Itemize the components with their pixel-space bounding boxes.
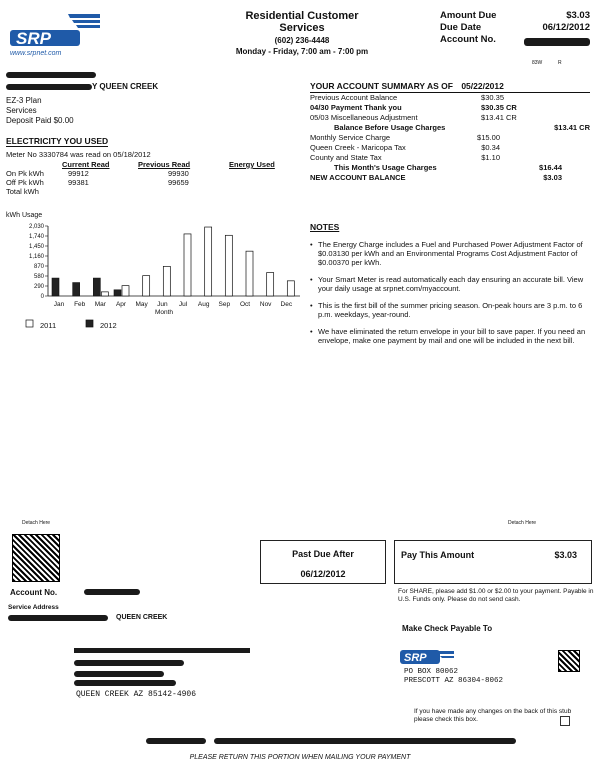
return-portion-notice: PLEASE RETURN THIS PORTION WHEN MAILING YOUR PAYMENT bbox=[189, 754, 411, 761]
srp-stub-logo bbox=[400, 648, 454, 666]
payable-to-label: Make Check Payable To bbox=[402, 624, 493, 633]
new-account-balance: NEW ACCOUNT BALANCE $3.03 bbox=[310, 173, 562, 182]
x-tick-label: Jan bbox=[53, 301, 65, 308]
notes-title: NOTES bbox=[310, 222, 340, 232]
redacted-service-address bbox=[8, 615, 108, 621]
note-item: • The Energy Charge includes a Fuel and Purchased Power Adjustment Factor of $0.03130 per kWh and an Environmental Programs Cost Adjustment Factor of $0.00370 per kWh. bbox=[318, 240, 595, 267]
y-tick-label: 0 bbox=[40, 294, 44, 300]
legend-label-2012: 2012 bbox=[100, 321, 117, 330]
sun-rays-icon bbox=[68, 14, 100, 28]
y-tick-label: 1,740 bbox=[28, 234, 44, 240]
service-city: QUEEN CREEK bbox=[116, 614, 168, 621]
logo-text: SRP bbox=[16, 29, 51, 48]
due-date-label: Due Date bbox=[440, 22, 482, 33]
current-read: 99912 bbox=[68, 169, 89, 178]
bar-2012 bbox=[93, 278, 100, 296]
table-row bbox=[6, 187, 295, 196]
redacted-scanline-1 bbox=[146, 738, 206, 744]
y-tick-label: 870 bbox=[33, 264, 44, 270]
website-url[interactable]: www.srpnet.com bbox=[10, 50, 62, 57]
legend-label-2011: 2011 bbox=[40, 321, 57, 330]
balance-before-usage: Balance Before Usage Charges $13.41 CR bbox=[334, 123, 590, 132]
detach-here-left: Detach Here bbox=[22, 520, 51, 526]
srp-city: PRESCOTT AZ 86304-8062 bbox=[404, 677, 504, 685]
stub-barcode-right bbox=[558, 650, 580, 672]
pay-amount-box bbox=[394, 540, 592, 584]
bar-2011 bbox=[205, 227, 212, 296]
meter-reading-table bbox=[6, 150, 295, 196]
bar-2011 bbox=[143, 276, 150, 296]
bar-2012 bbox=[52, 278, 59, 296]
x-tick-label: Mar bbox=[94, 301, 106, 308]
usage-section-title: ELECTRICITY YOU USED bbox=[6, 136, 109, 146]
table-row bbox=[6, 169, 295, 178]
x-tick-label: May bbox=[135, 301, 148, 308]
changes-checkbox[interactable] bbox=[560, 716, 570, 726]
stub-account-label: Account No. bbox=[10, 588, 58, 597]
changes-notice: If you have made any changes on the back of this stub please check this box. bbox=[414, 708, 572, 723]
stub-barcode-left bbox=[12, 534, 60, 582]
x-tick-label: Apr bbox=[115, 301, 127, 308]
summary-row: 04/30 Payment Thank you $30.35 CR bbox=[310, 103, 517, 112]
charge-row: Monthly Service Charge $15.00 bbox=[310, 133, 500, 142]
chart-title: kWh Usage bbox=[6, 212, 43, 219]
col-previous-read: Previous Read bbox=[138, 160, 191, 169]
table-row bbox=[6, 178, 295, 187]
legend-swatch-2012 bbox=[86, 320, 93, 327]
bar-2011 bbox=[122, 286, 129, 296]
meter-line: Meter No 3330784 was read on 05/18/2012 bbox=[6, 150, 151, 159]
y-tick-label: 580 bbox=[33, 274, 44, 280]
redacted-mail-street1 bbox=[74, 671, 164, 677]
detach-here-right: Detach Here bbox=[508, 520, 537, 526]
row-label: Total kWh bbox=[6, 187, 39, 196]
x-tick-label: Sep bbox=[218, 301, 231, 308]
redacted-street bbox=[6, 84, 92, 90]
due-date-value: 06/12/2012 bbox=[542, 22, 590, 33]
note-item: • We have eliminated the return envelope in your bill to save paper. If you need an envelope, make one payment by mail and one will be included in the next bill. bbox=[318, 327, 595, 345]
past-due-label: Past Due After bbox=[292, 549, 354, 559]
x-tick-label: Nov bbox=[259, 301, 272, 308]
redacted-mail-barcode bbox=[74, 648, 250, 653]
col-energy-used: Energy Used bbox=[229, 160, 275, 169]
month-usage-charges: This Month's Usage Charges $16.44 bbox=[334, 163, 562, 172]
row-label: On Pk kWh bbox=[6, 169, 44, 178]
summary-row: 05/03 Miscellaneous Adjustment $13.41 CR bbox=[310, 113, 517, 122]
x-tick-label: Jul bbox=[178, 301, 188, 308]
summary-row: Previous Account Balance $30.35 bbox=[310, 93, 504, 102]
previous-read: 99930 bbox=[168, 169, 189, 178]
bar-2012 bbox=[114, 290, 121, 296]
charge-row: Queen Creek - Maricopa Tax $0.34 bbox=[310, 143, 500, 152]
rate-plan: EZ-3 Plan bbox=[6, 96, 42, 105]
service-address-label: Service Address bbox=[8, 604, 59, 611]
redacted-stub-account bbox=[84, 589, 140, 595]
x-tick-label: Oct bbox=[239, 301, 251, 308]
customer-service-info bbox=[222, 10, 382, 56]
redacted-scanline-2 bbox=[214, 738, 516, 744]
past-due-box bbox=[260, 540, 386, 584]
bar-2012 bbox=[73, 283, 80, 296]
services-label: Services bbox=[6, 106, 37, 115]
bar-2011 bbox=[163, 266, 170, 296]
summary-date: 05/22/2012 bbox=[461, 81, 504, 91]
summary-title: YOUR ACCOUNT SUMMARY AS OF bbox=[310, 81, 453, 91]
redacted-mail-name bbox=[74, 660, 184, 666]
x-tick-label: Dec bbox=[280, 301, 293, 308]
amount-due-label: Amount Due bbox=[440, 10, 497, 21]
bar-2011 bbox=[101, 292, 108, 296]
bar-2011 bbox=[246, 251, 253, 296]
deposit-paid: Deposit Paid $0.00 bbox=[6, 116, 74, 125]
legend-swatch-2011 bbox=[26, 320, 33, 327]
redacted-account-number bbox=[524, 38, 590, 46]
srp-logo bbox=[8, 10, 100, 48]
bar-2011 bbox=[184, 234, 191, 296]
x-tick-label: Feb bbox=[74, 301, 86, 308]
service-hours: Monday - Friday, 7:00 am - 7:00 pm bbox=[235, 47, 369, 56]
row-label: Off Pk kWh bbox=[6, 178, 44, 187]
code-r: R bbox=[558, 60, 562, 66]
energy-used bbox=[229, 178, 295, 187]
stub-logo-text: SRP bbox=[404, 652, 427, 664]
energy-used bbox=[229, 169, 295, 178]
x-axis-label: Month bbox=[154, 309, 174, 316]
x-tick-label: Aug bbox=[197, 301, 210, 308]
bar-2011 bbox=[287, 281, 294, 296]
amount-due-value: $3.03 bbox=[566, 10, 590, 21]
y-tick-label: 1,160 bbox=[28, 254, 44, 260]
past-due-date: 06/12/2012 bbox=[300, 569, 346, 579]
y-tick-label: 290 bbox=[33, 284, 44, 290]
customer-city: Y QUEEN CREEK bbox=[92, 82, 159, 91]
previous-read: 99659 bbox=[168, 178, 189, 187]
pay-amount-value: $3.03 bbox=[554, 550, 577, 560]
account-no-label: Account No. bbox=[440, 34, 496, 45]
srp-po-box: PO BOX 80062 bbox=[404, 668, 459, 676]
current-read: 99381 bbox=[68, 178, 89, 187]
pay-amount-label: Pay This Amount bbox=[401, 550, 475, 560]
note-item: • Your Smart Meter is read automatically each day ensuring an accurate bill. View your daily usage at srpnet.com/myaccount. bbox=[318, 275, 595, 293]
share-text: For SHARE, please add $1.00 or $2.00 to your payment. Payable in U.S. Funds only. Please do not send cash. bbox=[398, 588, 594, 603]
mail-city: QUEEN CREEK AZ 85142-4906 bbox=[76, 690, 197, 699]
charge-row: County and State Tax $1.10 bbox=[310, 153, 500, 162]
redacted-mail-street2 bbox=[74, 680, 176, 686]
dept-name: Residential Customer Services bbox=[245, 10, 359, 34]
phone-number: (602) 236-4448 bbox=[274, 36, 330, 45]
redacted-customer-name bbox=[6, 72, 96, 78]
account-summary bbox=[310, 80, 590, 183]
y-tick-label: 1,450 bbox=[28, 244, 44, 250]
notes-section bbox=[310, 222, 595, 353]
note-item: • This is the first bill of the summer pricing season. On-peak hours are 3 p.m. to 6 p.m. weekdays, year-round. bbox=[318, 301, 595, 319]
x-tick-label: Jun bbox=[157, 301, 168, 308]
kwh-usage-chart bbox=[4, 210, 304, 340]
bar-2011 bbox=[225, 235, 232, 296]
y-tick-label: 2,030 bbox=[28, 224, 44, 230]
col-current-read: Current Read bbox=[62, 160, 110, 169]
bar-2011 bbox=[267, 273, 274, 296]
code-83w: 83W bbox=[532, 60, 543, 66]
